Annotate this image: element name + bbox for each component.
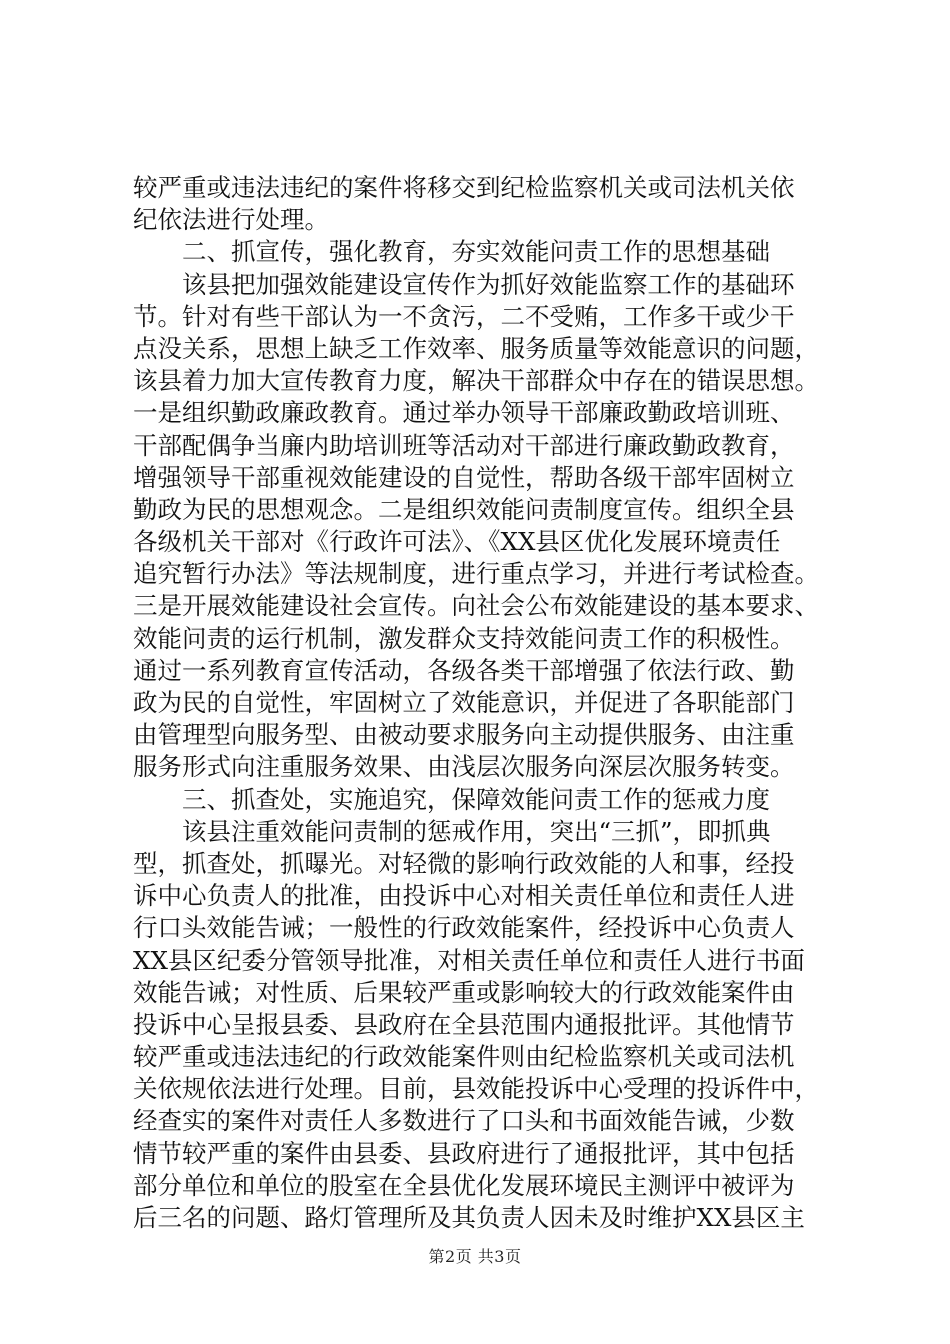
text-line: 行口头效能告诫；一般性的行政效能案件，经投诉中心负责人 (133, 913, 795, 943)
text-line: 情节较严重的案件由县委、县政府进行了通报批评，其中包括 (133, 1138, 795, 1168)
text-line: 纪依法进行处理。 (133, 205, 329, 235)
text-line: 关依规依法进行处理。目前，县效能投诉中心受理的投诉件中， (133, 1074, 819, 1104)
document-body (133, 172, 833, 1234)
text-line: 增强领导干部重视效能建设的自觉性，帮助各级干部牢固树立 (133, 462, 795, 492)
text-line: 追究暂行办法》等法规制度，进行重点学习，并进行考试检查。 (133, 559, 819, 589)
text-line: 诉中心负责人的批准，由投诉中心对相关责任单位和责任人进 (133, 881, 795, 911)
text-line: 投诉中心呈报县委、县政府在全县范围内通报批评。其他情节 (133, 1009, 795, 1039)
text-line: XX县区纪委分管领导批准，对相关责任单位和责任人进行书面 (133, 945, 805, 975)
text-line: 较严重或违法违纪的行政效能案件则由纪检监察机关或司法机 (133, 1042, 795, 1072)
text-line: 该县注重效能问责制的惩戒作用，突出“三抓”，即抓典 (182, 816, 771, 846)
text-line: 各级机关干部对《行政许可法》、《XX县区优化发展环境责任 (133, 527, 781, 557)
text-line: 勤政为民的思想观念。二是组织效能问责制度宣传。组织全县 (133, 494, 795, 524)
text-line: 二、抓宣传，强化教育，夯实效能问责工作的思想基础 (182, 237, 770, 267)
text-line: 服务形式向注重服务效果、由浅层次服务向深层次服务转变。 (133, 752, 795, 782)
page-footer: 第2页 共3页 (428, 1247, 522, 1266)
text-line: 较严重或违法违纪的案件将移交到纪检监察机关或司法机关依 (133, 173, 795, 202)
text-line: 由管理型向服务型、由被动要求服务向主动提供服务、由注重 (133, 720, 795, 750)
text-line: 该县把加强效能建设宣传作为抓好效能监察工作的基础环 (182, 269, 795, 299)
text-line: 效能问责的运行机制，激发群众支持效能问责工作的积极性。 (133, 623, 795, 653)
text-line: 三、抓查处，实施追究，保障效能问责工作的惩戒力度 (182, 784, 770, 814)
text-line: 型，抓查处，抓曝光。对轻微的影响行政效能的人和事，经投 (133, 848, 795, 878)
text-line: 经查实的案件对责任人多数进行了口头和书面效能告诫，少数 (133, 1106, 795, 1136)
text-line: 政为民的自觉性，牢固树立了效能意识，并促进了各职能部门 (133, 688, 795, 717)
text-line: 干部配偶争当廉内助培训班等活动对干部进行廉政勤政教育， (133, 430, 795, 460)
text-line: 部分单位和单位的股室在全县优化发展环境民主测评中被评为 (133, 1170, 795, 1200)
text-line: 点没关系，思想上缺乏工作效率、服务质量等效能意识的问题， (133, 333, 819, 363)
text-line: 通过一系列教育宣传活动，各级各类干部增强了依法行政、勤 (133, 655, 795, 685)
text-line: 该县着力加大宣传教育力度，解决干部群众中存在的错误思想。 (133, 366, 819, 396)
text-line: 三是开展效能建设社会宣传。向社会公布效能建设的基本要求、 (133, 591, 819, 621)
text-line: 效能告诫；对性质、后果较严重或影响较大的行政效能案件由 (133, 977, 795, 1007)
text-line: 一是组织勤政廉政教育。通过举办领导干部廉政勤政培训班、 (133, 398, 795, 428)
text-line: 后三名的问题、路灯管理所及其负责人因未及时维护XX县区主 (133, 1203, 805, 1232)
text-line: 节。针对有些干部认为一不贪污，二不受贿，工作多干或少干 (133, 301, 795, 331)
